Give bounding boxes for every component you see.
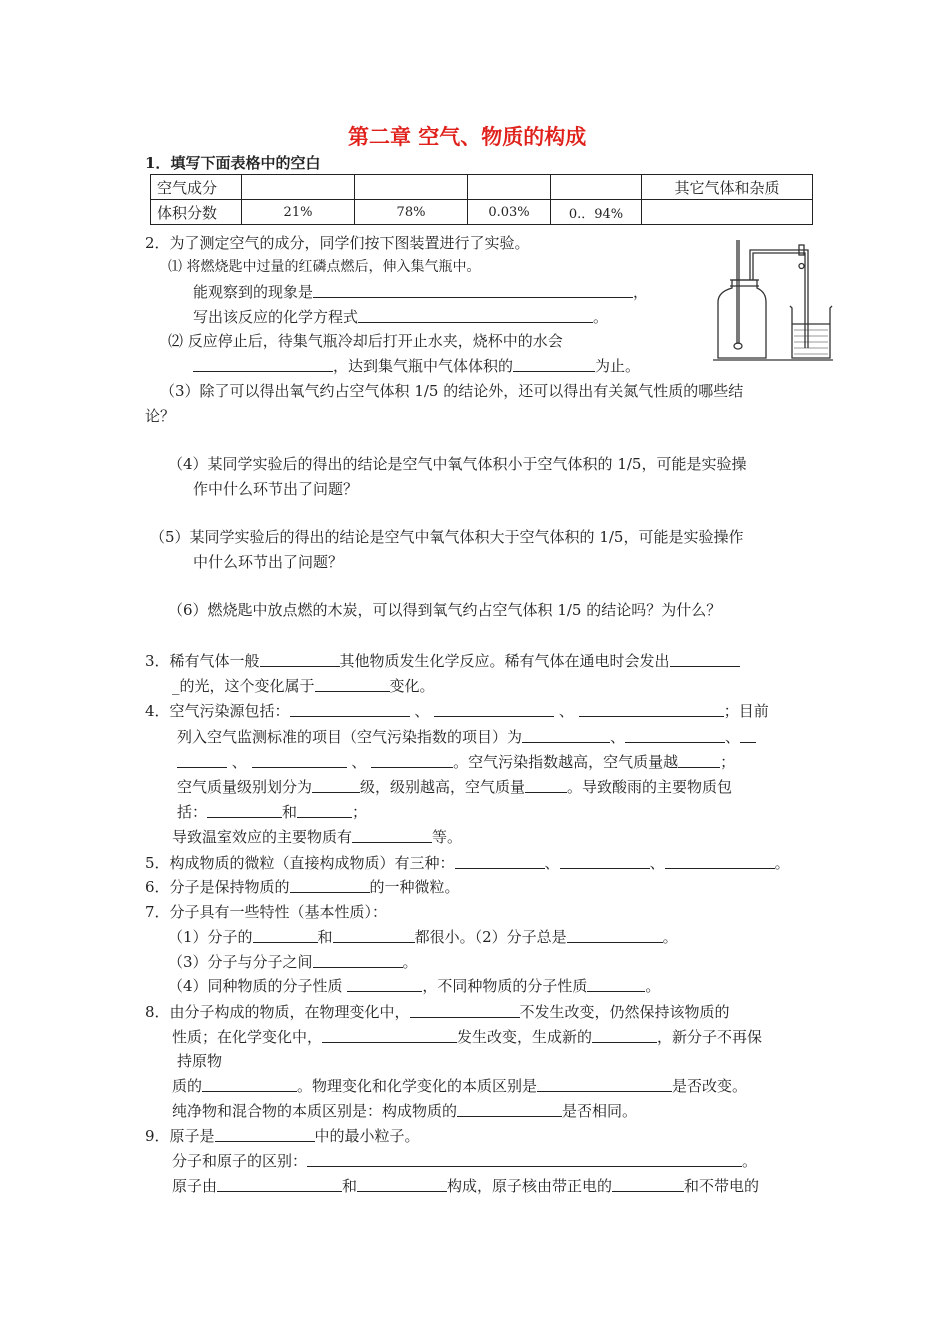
answer-blank[interactable] bbox=[525, 777, 567, 793]
table-cell: 21% bbox=[242, 200, 355, 225]
q2-part1: ⑴ 将燃烧匙中过量的红磷点燃后，伸入集气瓶中。 bbox=[168, 259, 481, 275]
label: 、 bbox=[231, 753, 247, 771]
q2-part5a: （5）某同学实验后的得出的结论是空气中氧气体积大于空气体积的 1/5，可能是实验操作 bbox=[150, 528, 744, 546]
label: 变化。 bbox=[389, 677, 435, 695]
answer-blank[interactable] bbox=[625, 727, 725, 743]
label: 都很小。（2）分子总是 bbox=[414, 928, 567, 946]
answer-blank[interactable] bbox=[358, 307, 593, 323]
q2-intro: 2．为了测定空气的成分，同学们按下图装置进行了实验。 bbox=[145, 234, 530, 252]
answer-blank[interactable] bbox=[177, 752, 227, 768]
label: 9．原子是 bbox=[145, 1127, 215, 1145]
q4-line3 bbox=[177, 752, 735, 772]
answer-blank[interactable] bbox=[217, 1176, 342, 1192]
label: ，新分子不再保 bbox=[657, 1028, 763, 1046]
q2-part3b: 论？ bbox=[145, 407, 176, 425]
label: ，达到集气瓶中气体体积的 bbox=[333, 357, 514, 375]
table-cell-blank[interactable] bbox=[468, 175, 551, 200]
answer-blank[interactable] bbox=[434, 701, 554, 717]
apparatus-diagram bbox=[712, 236, 834, 364]
answer-blank[interactable] bbox=[193, 356, 333, 372]
label: 级，级别越高，空气质量 bbox=[360, 778, 526, 796]
q7-line1 bbox=[168, 927, 678, 947]
label: 为止。 bbox=[595, 357, 641, 375]
q8-line4 bbox=[172, 1076, 747, 1096]
q2-part2b bbox=[193, 356, 640, 376]
answer-blank[interactable] bbox=[513, 356, 595, 372]
label: 4．空气污染源包括： bbox=[145, 702, 290, 720]
q4-line4 bbox=[177, 777, 732, 797]
q8-line3: 持原物 bbox=[177, 1052, 223, 1070]
answer-blank[interactable] bbox=[587, 976, 645, 992]
q5-line: 5．构成物质的微粒（直接构成物质）有三种： 、 、 。 bbox=[145, 854, 790, 872]
label: 性质；在化学变化中， bbox=[172, 1028, 323, 1046]
table-cell: 空气成分 bbox=[151, 175, 242, 200]
answer-blank[interactable] bbox=[567, 927, 663, 943]
label: 分子和原子的区别： bbox=[172, 1152, 308, 1170]
q6-line bbox=[145, 877, 460, 897]
label: 。空气污染指数越高，空气质量越 bbox=[453, 753, 679, 771]
table-cell-blank[interactable] bbox=[551, 175, 642, 200]
answer-blank[interactable] bbox=[592, 1027, 657, 1043]
answer-blank[interactable] bbox=[670, 651, 740, 667]
q7-line2 bbox=[168, 952, 418, 972]
answer-blank[interactable] bbox=[290, 877, 370, 893]
answer-blank[interactable] bbox=[315, 676, 390, 692]
label: 列入空气监测标准的项目（空气污染指数的项目）为 bbox=[177, 728, 523, 746]
answer-blank[interactable] bbox=[347, 976, 422, 992]
q2-part1b bbox=[193, 307, 608, 327]
answer-blank[interactable] bbox=[579, 701, 724, 717]
answer-blank[interactable] bbox=[312, 777, 360, 793]
q2-part4b: 作中什么环节出了问题？ bbox=[193, 480, 359, 498]
table-cell: 78% bbox=[355, 200, 468, 225]
answer-blank[interactable] bbox=[371, 752, 453, 768]
q7-line3 bbox=[168, 976, 660, 996]
answer-blank[interactable] bbox=[612, 1176, 684, 1192]
label: 。 bbox=[645, 977, 661, 995]
label: 和 bbox=[317, 928, 333, 946]
label: 5．构成物质的微粒（直接构成物质）有三种： bbox=[145, 854, 455, 872]
q8-line1 bbox=[145, 1002, 730, 1022]
q9-line3 bbox=[172, 1176, 759, 1196]
label: 。物理变化和化学变化的本质区别是 bbox=[297, 1077, 538, 1095]
label: 写出该反应的化学方程式 bbox=[193, 308, 359, 326]
answer-blank[interactable] bbox=[455, 853, 545, 869]
answer-blank[interactable] bbox=[307, 1151, 742, 1167]
label: 。 bbox=[662, 928, 678, 946]
table-cell: 0.．94% bbox=[551, 200, 642, 225]
answer-blank[interactable] bbox=[252, 752, 347, 768]
table-row bbox=[151, 175, 813, 200]
answer-blank[interactable] bbox=[260, 651, 340, 667]
q2-part4a: （4）某同学实验后的得出的结论是空气中氧气体积小于空气体积的 1/5，可能是实验操 bbox=[168, 455, 747, 473]
q9-line2 bbox=[172, 1151, 757, 1171]
label: 质的 bbox=[172, 1077, 203, 1095]
q4-line5 bbox=[177, 802, 367, 822]
label: 纯净物和混合物的本质区别是：构成物质的 bbox=[172, 1102, 458, 1120]
label: 构成，原子核由带正电的 bbox=[447, 1177, 613, 1195]
label: （4）同种物质的分子性质 bbox=[168, 977, 343, 995]
answer-blank[interactable] bbox=[313, 282, 633, 298]
label: 发生改变，生成新的 bbox=[457, 1028, 593, 1046]
answer-blank[interactable] bbox=[740, 727, 756, 743]
label: 不发生改变，仍然保持该物质的 bbox=[519, 1003, 730, 1021]
label: _的光，这个变化属于 bbox=[172, 677, 315, 695]
label: 。导致酸雨的主要物质包 bbox=[567, 778, 733, 796]
label: 和 bbox=[282, 803, 298, 821]
label: ；目前 bbox=[723, 702, 769, 720]
label: 。 bbox=[402, 953, 418, 971]
table-cell-blank[interactable] bbox=[242, 175, 355, 200]
answer-blank[interactable] bbox=[357, 1176, 447, 1192]
label: 。 bbox=[774, 854, 790, 872]
answer-blank[interactable] bbox=[560, 853, 650, 869]
label: 、 bbox=[558, 702, 574, 720]
q2-part1a bbox=[193, 282, 648, 302]
q2-part3a: （3）除了可以得出氧气约占空气体积 1/5 的结论外，还可以得出有关氮气性质的哪些结 bbox=[160, 382, 744, 400]
label: ； bbox=[352, 803, 368, 821]
label: 、 bbox=[610, 728, 626, 746]
air-composition-table bbox=[150, 174, 813, 225]
q8-line2 bbox=[172, 1027, 762, 1047]
label: ， bbox=[633, 283, 649, 301]
label: ，不同种物质的分子性质 bbox=[422, 977, 588, 995]
page-title: 第二章 空气、物质的构成 bbox=[348, 125, 587, 149]
q4-line1 bbox=[145, 701, 769, 721]
label: 空气质量级别划分为 bbox=[177, 778, 313, 796]
q2-part2: ⑵ 反应停止后，待集气瓶冷却后打开止水夹，烧杯中的水会 bbox=[168, 332, 563, 350]
label: 8．由分子构成的物质，在物理变化中， bbox=[145, 1003, 410, 1021]
label: 。 bbox=[593, 308, 609, 326]
label: 的一种微粒。 bbox=[369, 878, 460, 896]
answer-blank[interactable] bbox=[215, 1126, 315, 1142]
q7-heading: 7．分子具有一些特性（基本性质）： bbox=[145, 903, 388, 921]
q1-number: 1． bbox=[145, 154, 171, 172]
label: 。 bbox=[742, 1152, 758, 1170]
table-cell: 其它气体和杂质 bbox=[642, 175, 813, 200]
answer-blank[interactable] bbox=[665, 853, 775, 869]
answer-blank[interactable] bbox=[457, 1101, 562, 1117]
answer-blank[interactable] bbox=[290, 701, 410, 717]
label: 、 bbox=[414, 702, 430, 720]
label: ； bbox=[720, 753, 736, 771]
q4-line2 bbox=[177, 727, 756, 747]
answer-blank[interactable] bbox=[678, 752, 720, 768]
q2-part6: （6）燃烧匙中放点燃的木炭，可以得到氧气约占空气体积 1/5 的结论吗？为什么？ bbox=[168, 601, 722, 619]
answer-blank[interactable] bbox=[297, 802, 352, 818]
label: 原子由 bbox=[172, 1177, 218, 1195]
table-cell-blank[interactable] bbox=[355, 175, 468, 200]
q8-line5 bbox=[172, 1101, 637, 1121]
label: 等。 bbox=[432, 828, 463, 846]
table-cell: 体积分数 bbox=[151, 200, 242, 225]
answer-blank[interactable] bbox=[410, 1002, 520, 1018]
answer-blank[interactable] bbox=[522, 727, 610, 743]
answer-blank[interactable] bbox=[352, 827, 432, 843]
label: 是否改变。 bbox=[672, 1077, 748, 1095]
label: （1）分子的 bbox=[168, 928, 253, 946]
label: 和不带电的 bbox=[684, 1177, 760, 1195]
table-row bbox=[151, 200, 813, 225]
q2-part5b: 中什么环节出了问题？ bbox=[193, 553, 344, 571]
table-cell: 0.03% bbox=[468, 200, 551, 225]
label: 导致温室效应的主要物质有 bbox=[172, 828, 353, 846]
label: 和 bbox=[342, 1177, 358, 1195]
answer-blank[interactable] bbox=[207, 802, 282, 818]
label: 3．稀有气体一般 bbox=[145, 652, 260, 670]
answer-blank[interactable] bbox=[537, 1076, 672, 1092]
label: （3）分子与分子之间 bbox=[168, 953, 313, 971]
label: 其他物质发生化学反应。稀有气体在通电时会发出 bbox=[339, 652, 670, 670]
answer-blank[interactable] bbox=[202, 1076, 297, 1092]
q1-text: 填写下面表格中的空白 bbox=[170, 154, 321, 172]
label: 、 bbox=[725, 728, 741, 746]
label: 是否相同。 bbox=[562, 1102, 638, 1120]
label: 6．分子是保持物质的 bbox=[145, 878, 290, 896]
answer-blank[interactable] bbox=[333, 927, 415, 943]
q3-line2 bbox=[172, 676, 435, 696]
label: 中的最小粒子。 bbox=[314, 1127, 420, 1145]
answer-blank[interactable] bbox=[322, 1027, 457, 1043]
q3-line1 bbox=[145, 651, 740, 671]
label: 能观察到的现象是 bbox=[193, 283, 314, 301]
answer-blank[interactable] bbox=[313, 952, 403, 968]
table-cell-blank[interactable] bbox=[642, 200, 813, 225]
answer-blank[interactable] bbox=[253, 927, 318, 943]
q4-line6 bbox=[172, 827, 462, 847]
label: 括： bbox=[177, 803, 208, 821]
q9-line1 bbox=[145, 1126, 420, 1146]
q1-heading bbox=[145, 153, 320, 173]
label: 、 bbox=[351, 753, 367, 771]
